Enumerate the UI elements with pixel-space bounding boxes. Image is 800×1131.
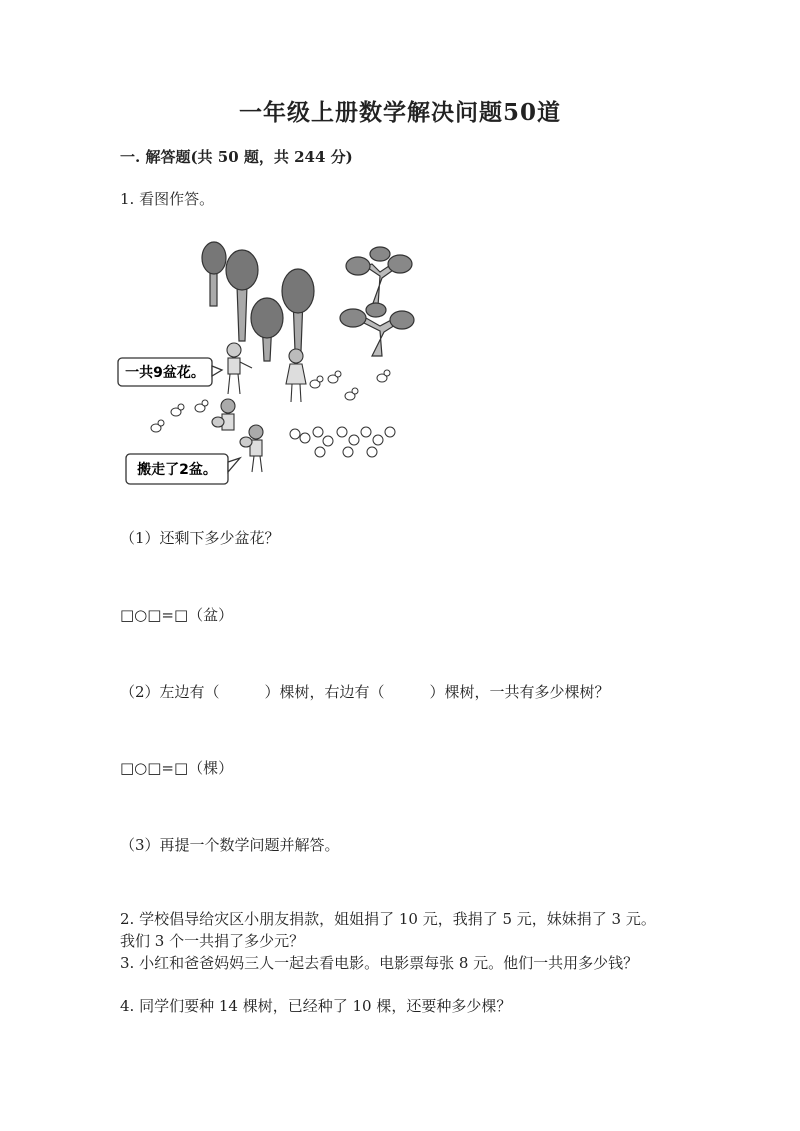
question-1-part-3: （3）再提一个数学问题并解答。 [120, 836, 340, 854]
tree-icon [346, 247, 412, 306]
question-1-equation-1: □○□=□（盆） [120, 606, 234, 624]
question-2-line-1: 2. 学校倡导给灾区小朋友捐款，姐姐捐了 10 元，我捐了 5 元，妹妹捐了 3 元。 [120, 910, 656, 928]
page-title: 一年级上册数学解决问题50道 [238, 99, 561, 126]
tree-icon [251, 298, 283, 361]
tree-icon [340, 303, 414, 356]
girl-figure-icon [286, 349, 306, 402]
question-1-equation-2: □○□=□（棵） [120, 759, 234, 777]
bubble-text-removed: 搬走了2盆。 [137, 462, 217, 478]
tree-icon [202, 242, 226, 306]
question-1-part-1: （1）还剩下多少盆花？ [120, 529, 280, 547]
question-1-part-2: （2）左边有（ ）棵树，右边有（ ）棵树，一共有多少棵树？ [120, 683, 610, 701]
boy-figure-icon [227, 343, 252, 394]
bubble-text-total: 一共9盆花。 [125, 365, 205, 381]
question-1-stem: 1. 看图作答。 [120, 190, 215, 208]
flower-pot-icon [290, 427, 395, 457]
question-3: 3. 小红和爸爸妈妈三人一起去看电影。电影票每张 8 元。他们一共用多少钱？ [120, 954, 639, 972]
tree-icon [282, 269, 314, 351]
section-heading: 一. 解答题(共 50 题，共 244 分) [120, 148, 353, 166]
speech-bubble [126, 454, 240, 484]
question-1-illustration [110, 236, 420, 496]
question-2-line-2: 我们 3 个一共捐了多少元？ [120, 932, 305, 950]
speech-bubble [118, 358, 222, 386]
question-4: 4. 同学们要种 14 棵树，已经种了 10 棵，还要种多少棵？ [120, 997, 512, 1015]
